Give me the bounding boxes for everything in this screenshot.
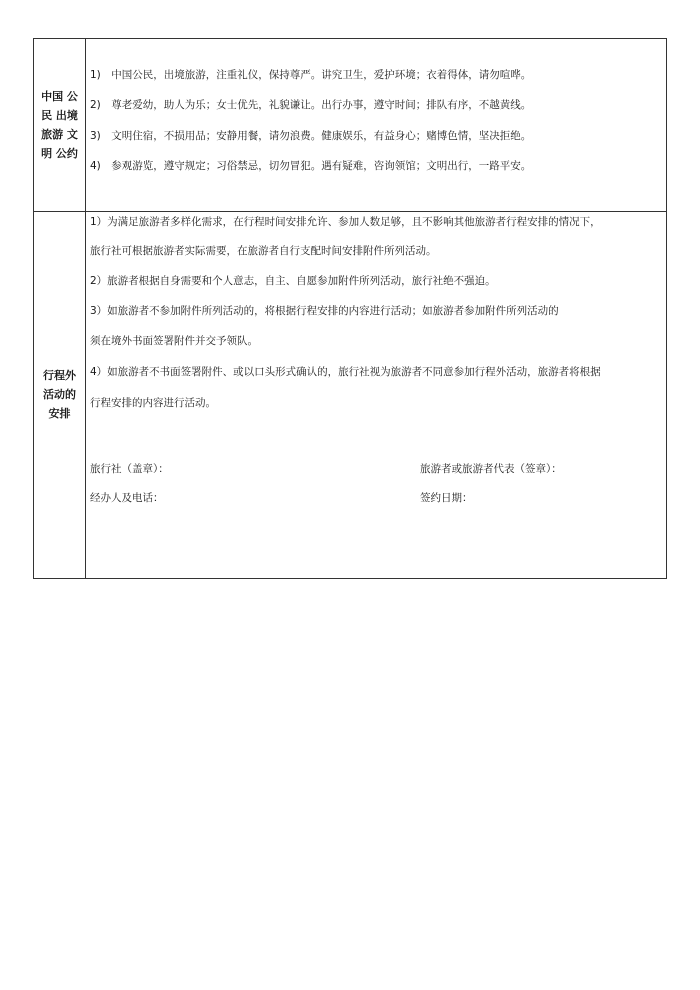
- tourist-seal-field: 旅游者或旅游者代表（签章）：: [420, 463, 562, 475]
- convention-item-2: 2) 尊老爱幼，助人为乐；女士优先，礼貌谦让。出行办事，遵守时间；排队有序，不越黄线。: [90, 99, 532, 111]
- arrangement-line-2: 旅行社可根据旅游者实际需要，在旅游者自行支配时间安排附件所列活动。: [90, 245, 437, 257]
- arrangement-row: [34, 211, 666, 578]
- convention-item-3: 3) 文明住宿，不损用品；安静用餐，请勿浪费。健康娱乐，有益身心；赌博色情，坚决拒绝。: [90, 130, 532, 142]
- convention-item-4: 4) 参观游览，遵守规定；习俗禁忌，切勿冒犯。遇有疑难，咨询领馆；文明出行，一路平安。: [90, 160, 532, 172]
- convention-item-1: 1) 中国公民，出境旅游，注重礼仪，保持尊严。讲究卫生，爱护环境；衣着得体，请勿喧哗。: [90, 69, 532, 81]
- arrangement-line-7: 行程安排的内容进行活动。: [90, 397, 216, 409]
- convention-label: 中国 公民 出境 旅游 文明 公约: [41, 90, 78, 160]
- convention-label-cell: [34, 39, 86, 211]
- agent-phone-field: 经办人及电话：: [90, 492, 164, 504]
- arrangement-line-4: 3）如旅游者不参加附件所列活动的，将根据行程安排的内容进行活动；如旅游者参加附件所列活动的: [90, 305, 559, 317]
- arrangement-line-5: 须在境外书面签署附件并交予领队。: [90, 335, 258, 347]
- convention-content: [86, 39, 666, 211]
- contract-table: [33, 38, 667, 579]
- sign-date-field: 签约日期：: [420, 492, 473, 504]
- arrangement-line-3: 2）旅游者根据自身需要和个人意志，自主、自愿参加附件所列活动，旅行社绝不强迫。: [90, 275, 496, 287]
- arrangement-label-cell: [34, 211, 86, 578]
- agency-seal-field: 旅行社（盖章）：: [90, 463, 169, 475]
- arrangement-line-6: 4）如旅游者不书面签署附件、或以口头形式确认的，旅行社视为旅游者不同意参加行程外活动，旅游者将根据: [90, 366, 601, 378]
- arrangement-line-1: 1）为满足旅游者多样化需求，在行程时间安排允许、参加人数足够，且不影响其他旅游者行程安排的情况下，: [90, 216, 601, 228]
- convention-row: [34, 39, 666, 212]
- arrangement-content: [86, 211, 666, 578]
- arrangement-label: 行程外活动的安排: [43, 369, 76, 420]
